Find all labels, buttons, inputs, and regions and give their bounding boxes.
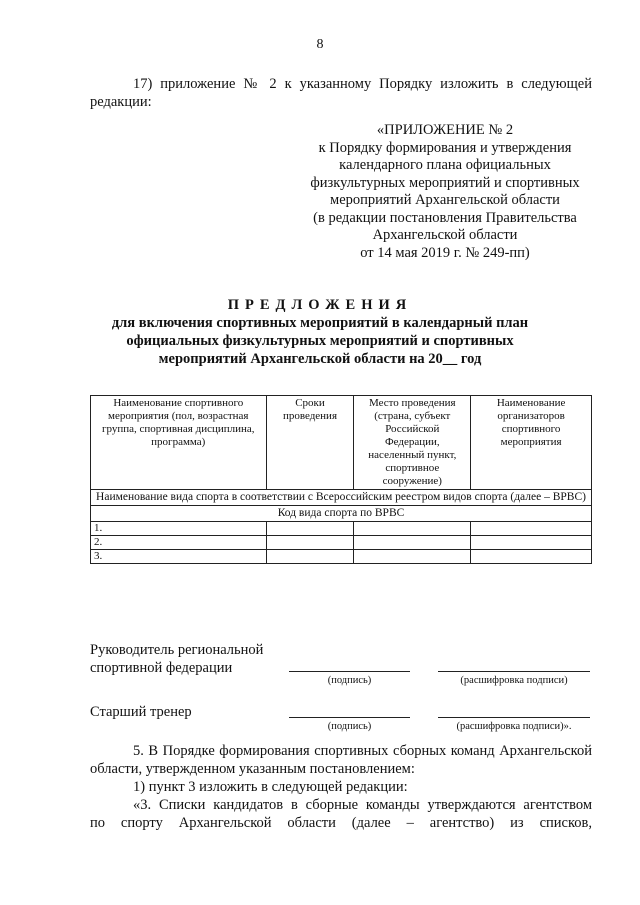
row-number: 2. xyxy=(91,536,267,550)
table-row xyxy=(91,522,592,536)
title-main: ПРЕДЛОЖЕНИЯ xyxy=(227,297,413,313)
appendix-line: Архангельской области xyxy=(372,227,518,243)
paragraph-5-line-5: по спорту Архангельской области (далее – агентство) из списков, xyxy=(90,815,592,831)
trainer-label: Старший тренер xyxy=(90,704,192,720)
sport-name-row xyxy=(91,490,592,506)
appendix-line: «ПРИЛОЖЕНИЕ № 2 xyxy=(376,122,514,138)
paragraph-5-line-2: области, утвержденном указанным постановлением: xyxy=(90,761,415,777)
leader-label-line: Руководитель региональной xyxy=(90,642,264,658)
proposals-table xyxy=(90,395,592,564)
appendix-line: к Порядку формирования и утверждения xyxy=(318,139,572,156)
sport-code-cell: Код вида спорта по ВРВС xyxy=(91,506,592,522)
appendix-line: физкультурных мероприятий и спортивных xyxy=(310,174,580,191)
appendix-header xyxy=(300,122,590,262)
header-event-name: Наименование спортивного мероприятия (пол, возрастная группа, спортивная дисциплина, программа) xyxy=(91,396,267,490)
title-subline: мероприятий Архангельской области на 20__ год xyxy=(158,351,482,367)
trainer-decoding-caption: (расшифровка подписи)». xyxy=(456,721,572,732)
header-dates: Сроки проведения xyxy=(266,396,354,490)
row-number: 3. xyxy=(91,550,267,564)
title-subline: официальных физкультурных мероприятий и спортивных xyxy=(126,333,514,349)
leader-signature-caption: (подпись) xyxy=(327,675,372,686)
trainer-signature-caption: (подпись) xyxy=(327,721,372,732)
trainer-decoding-line xyxy=(438,717,590,718)
appendix-line: мероприятий Архангельской области xyxy=(330,192,560,208)
paragraph-5-line-4: «3. Списки кандидатов в сборные команды утверждаются агентством xyxy=(133,797,592,813)
trainer-signature-line xyxy=(289,717,410,718)
sport-code-row xyxy=(91,506,592,522)
document-title xyxy=(60,296,580,368)
appendix-line: календарного плана официальных xyxy=(339,157,551,173)
appendix-line: от 14 мая 2019 г. № 249-пп) xyxy=(360,244,530,261)
paragraph-5-line-1: 5. В Порядке формирования спортивных сборных команд Архангельской xyxy=(133,743,592,759)
appendix-line: (в редакции постановления Правительства xyxy=(313,209,577,226)
leader-label-line: спортивной федерации xyxy=(90,660,233,676)
table-row xyxy=(91,536,592,550)
leader-decoding-line xyxy=(438,671,590,672)
leader-label xyxy=(90,641,263,677)
table-header-row xyxy=(91,396,592,490)
leader-decoding-caption: (расшифровка подписи) xyxy=(460,675,568,686)
intro-line-2: редакции: xyxy=(90,94,152,110)
intro-line-1: 17) приложение № 2 к указанному Порядку изложить в следующей xyxy=(133,76,592,92)
page-number: 8 xyxy=(316,37,324,52)
row-number: 1. xyxy=(91,522,267,536)
leader-signature-line xyxy=(289,671,410,672)
table-row xyxy=(91,550,592,564)
sport-name-cell: Наименование вида спорта в соответствии с Всероссийским реестром видов спорта (далее – ВРВС) xyxy=(91,490,592,506)
paragraph-5-line-3: 1) пункт 3 изложить в следующей редакции: xyxy=(133,779,408,795)
header-organizers: Наименование организаторов спортивного мероприятия xyxy=(471,396,592,490)
header-venue: Место проведения (страна, субъект Российской Федерации, населенный пункт, спортивное сооружение) xyxy=(354,396,471,490)
title-subline: для включения спортивных мероприятий в календарный план xyxy=(111,315,529,331)
